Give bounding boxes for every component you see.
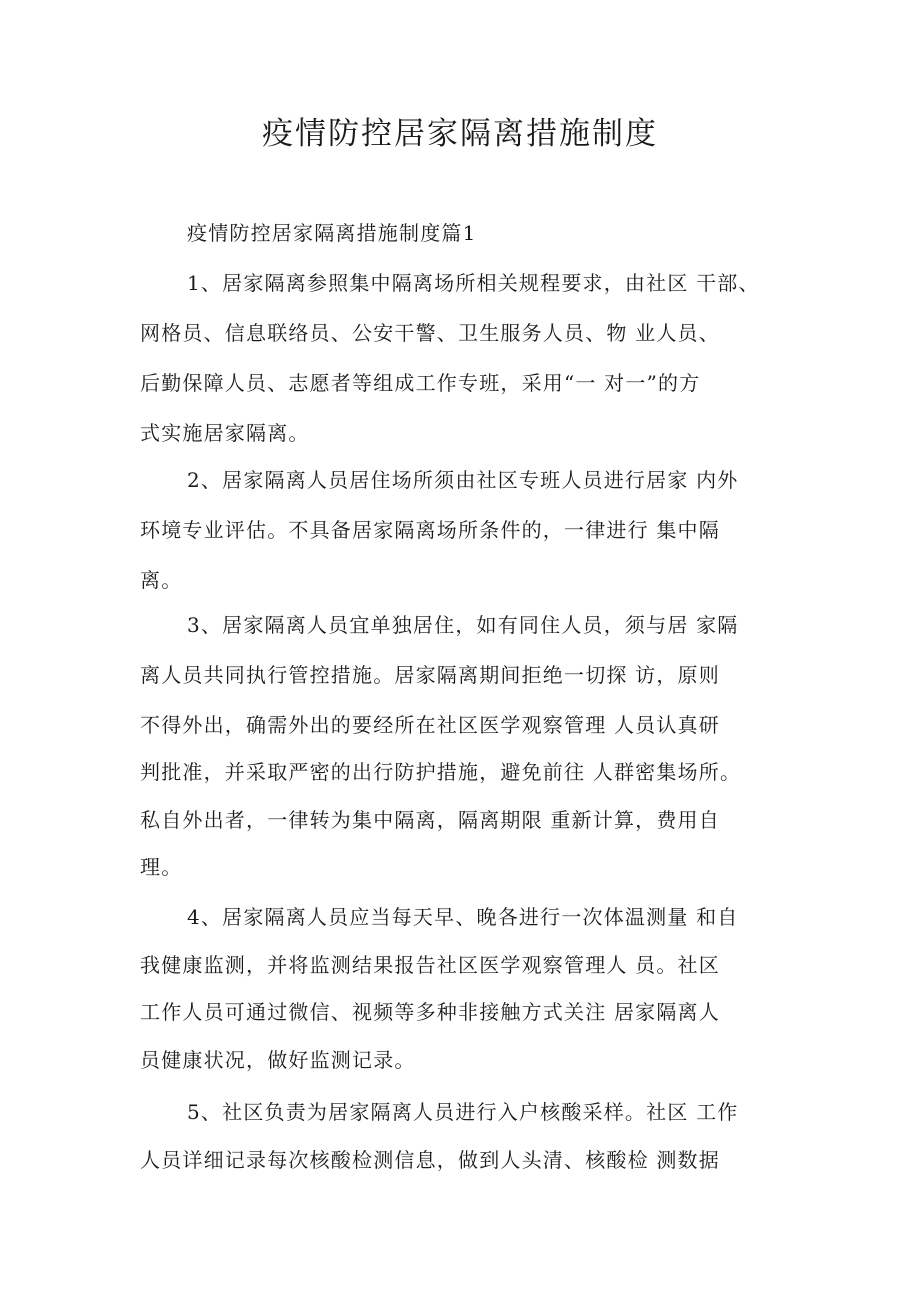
paragraph-2-line-2: 环境专业评估。不具备居家隔离场所条件的，一律进行 集中隔 <box>140 518 720 542</box>
document-title: 疫情防控居家隔离措施制度 <box>262 116 658 152</box>
paragraph-4-line-2: 我健康监测，并将监测结果报告社区医学观察管理人 员。社区 <box>140 953 720 977</box>
paragraph-4-line-3: 工作人员可通过微信、视频等多种非接触方式关注 居家隔离人 <box>140 1000 720 1024</box>
paragraph-4-line-1: 4、居家隔离人员应当每天早、晚各进行一次体温测量 和自 <box>187 905 739 929</box>
paragraph-1-line-3: 后勤保障人员、志愿者等组成工作专班，采用“一 对一”的方 <box>140 371 701 395</box>
paragraph-1-line-4: 式实施居家隔离。 <box>140 421 310 445</box>
paragraph-1-line-1: 1、居家隔离参照集中隔离场所相关规程要求，由社区 干部、 <box>187 271 760 295</box>
paragraph-4-line-4: 员健康状况，做好监测记录。 <box>140 1048 416 1072</box>
paragraph-1-line-2: 网格员、信息联络员、公安干警、卫生服务人员、物 业人员、 <box>140 321 720 345</box>
paragraph-3-line-5: 私自外出者，一律转为集中隔离，隔离期限 重新计算，费用自 <box>140 808 720 832</box>
paragraph-2-line-1: 2、居家隔离人员居住场所须由社区专班人员进行居家 内外 <box>187 468 739 492</box>
paragraph-3-line-4: 判批准，并采取严密的出行防护措施，避免前往 人群密集场所。 <box>140 760 742 784</box>
paragraph-3-line-6: 理。 <box>140 855 183 879</box>
paragraph-3-line-1: 3、居家隔离人员宜单独居住，如有同住人员，须与居 家隔 <box>187 613 739 637</box>
paragraph-3-line-2: 离人员共同执行管控措施。居家隔离期间拒绝一切探 访，原则 <box>140 663 720 687</box>
paragraph-3-line-3: 不得外出，确需外出的要经所在社区医学观察管理 人员认真研 <box>140 713 720 737</box>
section-heading: 疫情防控居家隔离措施制度篇1 <box>187 221 477 245</box>
paragraph-5-line-1: 5、社区负责为居家隔离人员进行入户核酸采样。社区 工作 <box>187 1100 739 1124</box>
paragraph-5-line-2: 人员详细记录每次核酸检测信息，做到人头清、核酸检 测数据 <box>140 1148 720 1172</box>
paragraph-2-line-3: 离。 <box>140 568 183 592</box>
